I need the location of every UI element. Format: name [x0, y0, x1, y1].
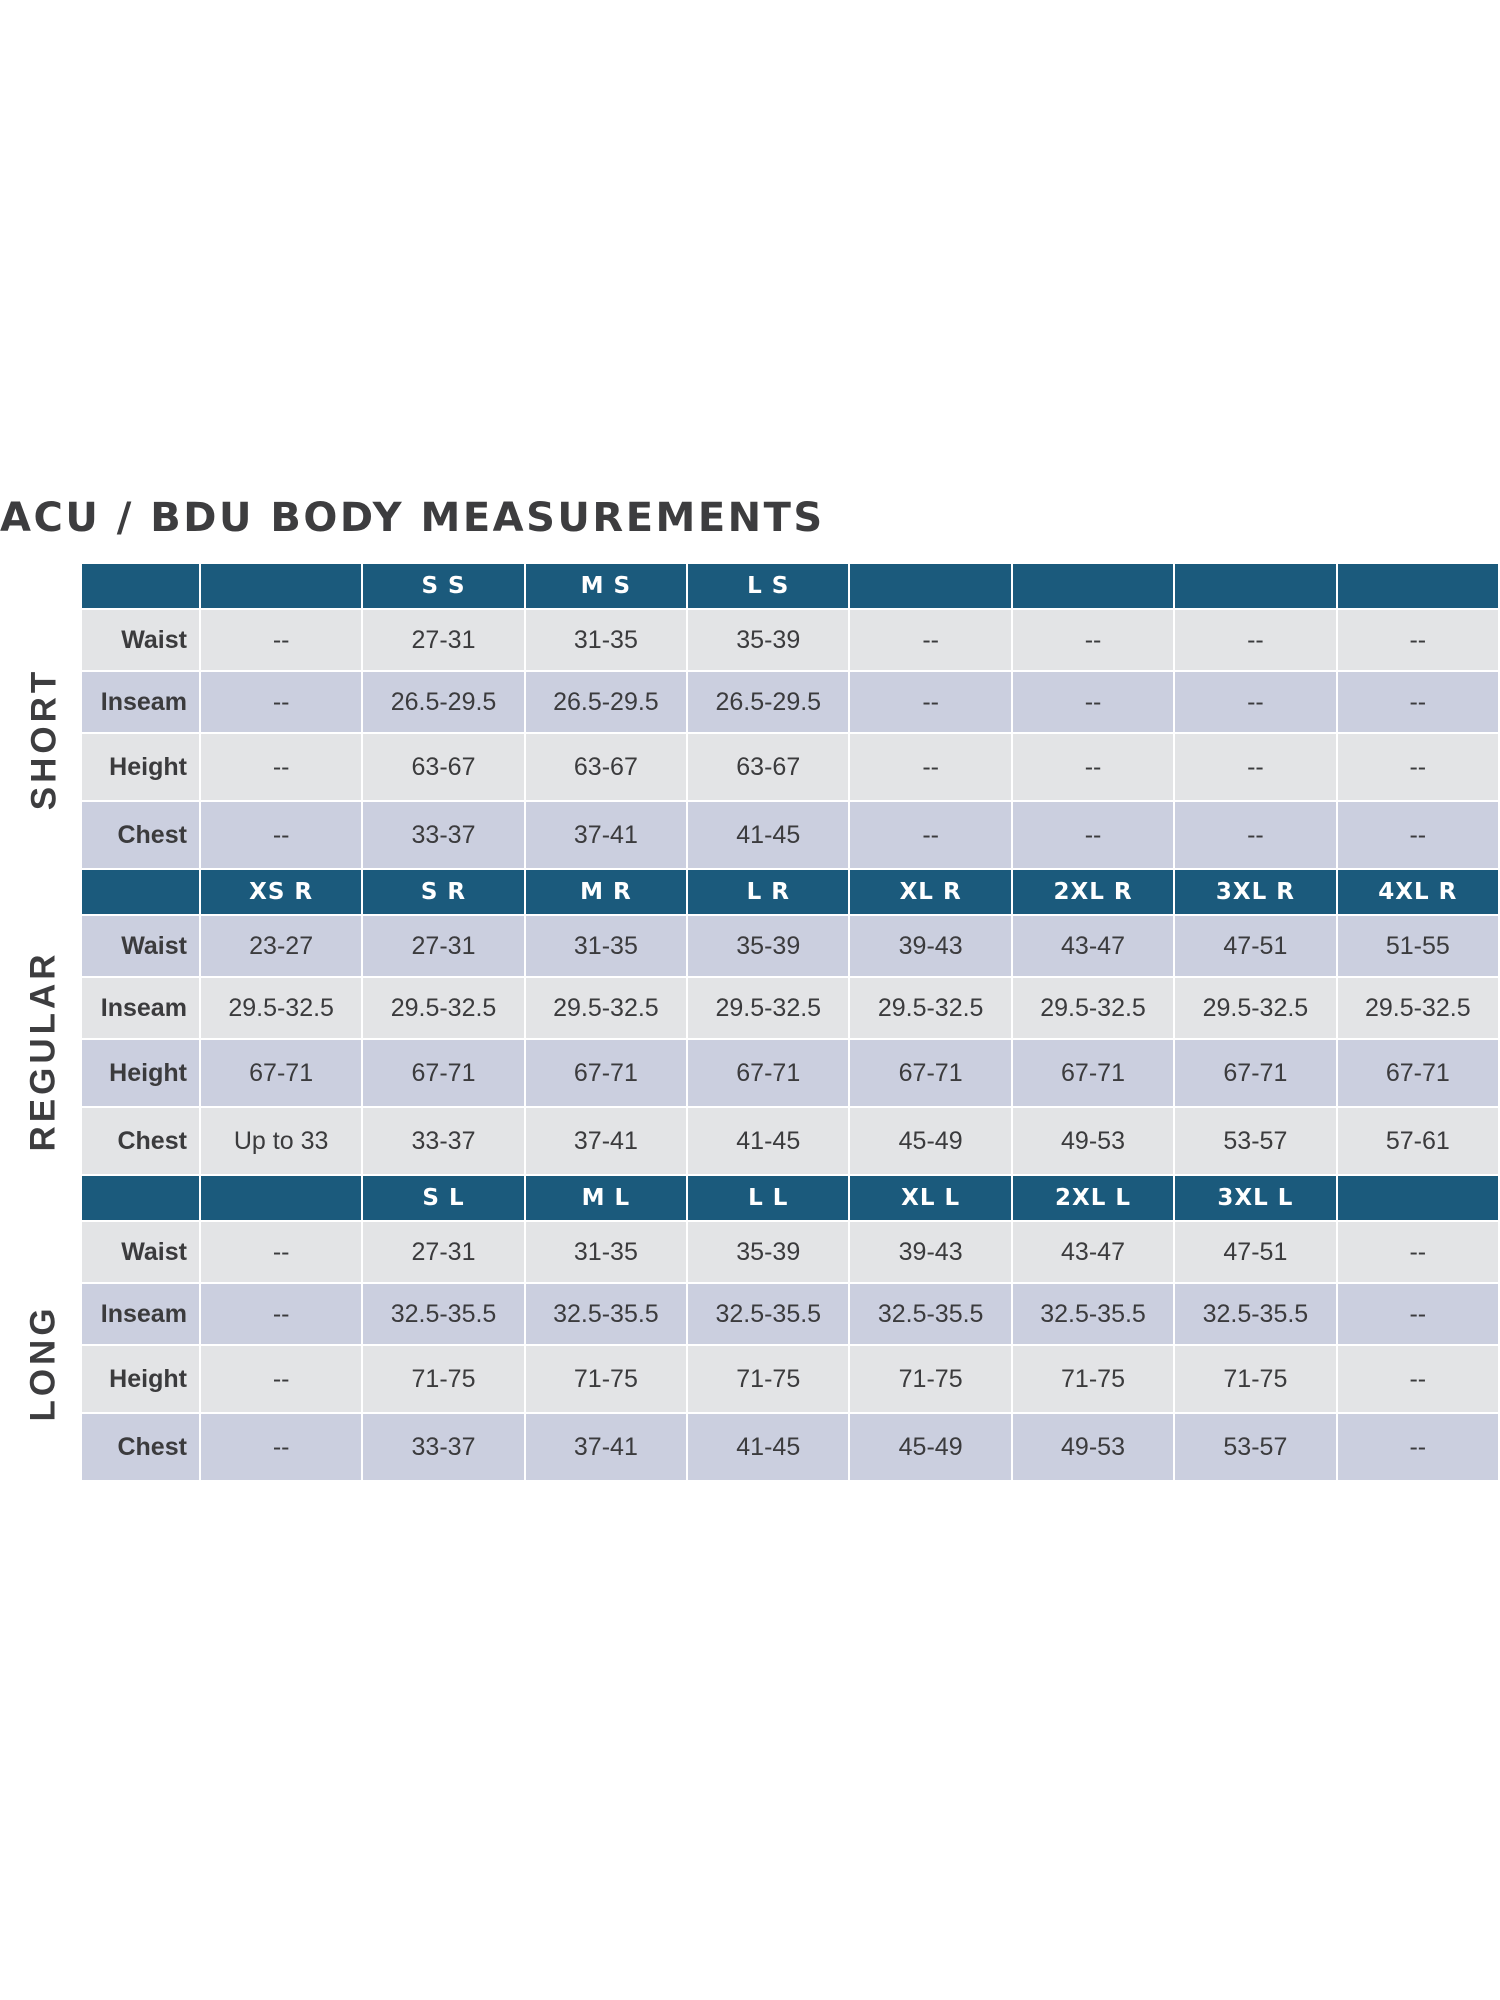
measurement-value: 39-43	[849, 915, 1011, 977]
measurement-label: Inseam	[81, 671, 200, 733]
measurement-value: 63-67	[525, 733, 687, 801]
measurement-row	[81, 1283, 1499, 1345]
measurement-value: Up to 33	[200, 1107, 362, 1175]
measurement-value: --	[200, 609, 362, 671]
measurement-label: Waist	[81, 1221, 200, 1283]
measurement-value: --	[200, 1413, 362, 1481]
measurement-value: --	[1337, 1413, 1499, 1481]
measurement-value: --	[1337, 801, 1499, 869]
measurement-value: --	[200, 1283, 362, 1345]
size-header-cell: XL R	[849, 869, 1011, 915]
measurement-value: 67-71	[200, 1039, 362, 1107]
measurement-value: 49-53	[1012, 1413, 1174, 1481]
measurement-row	[81, 1039, 1499, 1107]
measurement-value: 37-41	[525, 1107, 687, 1175]
measurement-value: 47-51	[1174, 915, 1336, 977]
measurement-value: --	[849, 609, 1011, 671]
measurement-value: 41-45	[687, 801, 849, 869]
measurement-row	[81, 671, 1499, 733]
measurement-value: --	[1012, 801, 1174, 869]
size-header-cell: M R	[525, 869, 687, 915]
measurement-row	[81, 801, 1499, 869]
measurement-value: --	[1012, 671, 1174, 733]
measurement-value: 71-75	[1012, 1345, 1174, 1413]
measurement-value: 57-61	[1337, 1107, 1499, 1175]
size-header-cell: L L	[687, 1175, 849, 1221]
measurement-label: Height	[81, 1039, 200, 1107]
measurement-value: 27-31	[362, 915, 524, 977]
size-header-cell: XL L	[849, 1175, 1011, 1221]
measurement-value: --	[1337, 1283, 1499, 1345]
measurement-value: --	[849, 733, 1011, 801]
measurement-value: 53-57	[1174, 1107, 1336, 1175]
measurement-row	[81, 977, 1499, 1039]
measurement-value: 67-71	[525, 1039, 687, 1107]
size-header-cell	[200, 1175, 362, 1221]
measurement-value: 26.5-29.5	[362, 671, 524, 733]
measurement-value: 67-71	[1012, 1039, 1174, 1107]
measurement-value: --	[849, 801, 1011, 869]
measurement-value: --	[200, 1345, 362, 1413]
measurement-value: 67-71	[362, 1039, 524, 1107]
measurement-label: Inseam	[81, 1283, 200, 1345]
size-header-cell: L S	[687, 563, 849, 609]
measurement-value: 51-55	[1337, 915, 1499, 977]
size-chart-table	[80, 562, 1500, 1482]
measurement-value: --	[849, 671, 1011, 733]
measurement-value: 32.5-35.5	[849, 1283, 1011, 1345]
measurement-row	[81, 1345, 1499, 1413]
size-header-cell: 2XL L	[1012, 1175, 1174, 1221]
measurement-value: 45-49	[849, 1107, 1011, 1175]
size-header-cell: 3XL L	[1174, 1175, 1336, 1221]
measurement-value: 27-31	[362, 1221, 524, 1283]
measurement-value: 29.5-32.5	[1012, 977, 1174, 1039]
measurement-value: 29.5-32.5	[1337, 977, 1499, 1039]
measurement-value: 32.5-35.5	[1174, 1283, 1336, 1345]
measurement-value: 29.5-32.5	[362, 977, 524, 1039]
measurement-value: 29.5-32.5	[200, 977, 362, 1039]
measurement-value: --	[1012, 609, 1174, 671]
measurement-value: --	[1337, 733, 1499, 801]
measurement-value: --	[1012, 733, 1174, 801]
size-header-cell: M L	[525, 1175, 687, 1221]
measurement-value: 37-41	[525, 1413, 687, 1481]
size-header-cell	[1174, 563, 1336, 609]
measurement-value: 53-57	[1174, 1413, 1336, 1481]
measurement-value: 33-37	[362, 1413, 524, 1481]
measurement-value: --	[200, 733, 362, 801]
measurement-value: 31-35	[525, 1221, 687, 1283]
measurement-value: 67-71	[1337, 1039, 1499, 1107]
measurement-value: 71-75	[362, 1345, 524, 1413]
measurement-value: --	[1174, 733, 1336, 801]
measurement-value: 41-45	[687, 1107, 849, 1175]
size-header-row	[81, 1175, 1499, 1221]
measurement-value: 23-27	[200, 915, 362, 977]
measurement-value: 43-47	[1012, 1221, 1174, 1283]
measurement-value: 31-35	[525, 609, 687, 671]
size-header-cell	[200, 563, 362, 609]
measurement-value: 29.5-32.5	[687, 977, 849, 1039]
measurement-value: --	[200, 801, 362, 869]
measurement-value: 49-53	[1012, 1107, 1174, 1175]
size-header-row	[81, 869, 1499, 915]
measurement-value: 41-45	[687, 1413, 849, 1481]
measurement-label: Waist	[81, 609, 200, 671]
measurement-value: --	[1337, 1221, 1499, 1283]
measurement-value: 32.5-35.5	[362, 1283, 524, 1345]
page-title: ACU / BDU BODY MEASUREMENTS	[0, 495, 825, 541]
size-header-cell: 3XL R	[1174, 869, 1336, 915]
measurement-value: 71-75	[849, 1345, 1011, 1413]
measurement-value: 35-39	[687, 915, 849, 977]
measurement-value: 71-75	[1174, 1345, 1336, 1413]
measurement-label: Waist	[81, 915, 200, 977]
size-header-row	[81, 563, 1499, 609]
size-header-cell	[849, 563, 1011, 609]
header-corner-cell	[81, 1175, 200, 1221]
section-label-regular: REGULAR	[24, 950, 63, 1152]
measurement-value: 27-31	[362, 609, 524, 671]
measurement-value: 26.5-29.5	[525, 671, 687, 733]
measurement-value: 67-71	[849, 1039, 1011, 1107]
measurement-value: 39-43	[849, 1221, 1011, 1283]
measurement-row	[81, 915, 1499, 977]
size-header-cell: 4XL R	[1337, 869, 1499, 915]
measurement-value: 29.5-32.5	[1174, 977, 1336, 1039]
measurement-value: 32.5-35.5	[687, 1283, 849, 1345]
header-corner-cell	[81, 869, 200, 915]
size-header-cell: L R	[687, 869, 849, 915]
measurement-value: --	[1174, 609, 1336, 671]
measurement-value: --	[1337, 609, 1499, 671]
measurement-label: Height	[81, 733, 200, 801]
measurement-value: 35-39	[687, 1221, 849, 1283]
measurement-value: 29.5-32.5	[525, 977, 687, 1039]
size-header-cell	[1337, 1175, 1499, 1221]
measurement-row	[81, 1221, 1499, 1283]
measurement-value: 63-67	[687, 733, 849, 801]
measurement-value: 63-67	[362, 733, 524, 801]
measurement-label: Chest	[81, 1107, 200, 1175]
size-header-cell: 2XL R	[1012, 869, 1174, 915]
measurement-label: Height	[81, 1345, 200, 1413]
measurement-row	[81, 1107, 1499, 1175]
size-header-cell: S S	[362, 563, 524, 609]
measurement-value: 47-51	[1174, 1221, 1336, 1283]
size-header-cell: S L	[362, 1175, 524, 1221]
header-corner-cell	[81, 563, 200, 609]
size-header-cell: XS R	[200, 869, 362, 915]
measurement-value: 67-71	[687, 1039, 849, 1107]
measurement-value: 26.5-29.5	[687, 671, 849, 733]
measurement-value: --	[1174, 671, 1336, 733]
measurement-value: 32.5-35.5	[525, 1283, 687, 1345]
measurement-value: 29.5-32.5	[849, 977, 1011, 1039]
measurement-label: Inseam	[81, 977, 200, 1039]
measurement-value: 71-75	[525, 1345, 687, 1413]
measurement-row	[81, 733, 1499, 801]
measurement-value: 33-37	[362, 1107, 524, 1175]
measurement-value: 33-37	[362, 801, 524, 869]
size-header-cell: S R	[362, 869, 524, 915]
section-label-long: LONG	[24, 1304, 64, 1422]
measurement-row	[81, 609, 1499, 671]
measurement-value: 43-47	[1012, 915, 1174, 977]
measurement-value: 71-75	[687, 1345, 849, 1413]
measurement-row	[81, 1413, 1499, 1481]
section-label-short: SHORT	[24, 667, 63, 811]
measurement-value: --	[1337, 671, 1499, 733]
measurement-value: 31-35	[525, 915, 687, 977]
measurement-value: 67-71	[1174, 1039, 1336, 1107]
measurement-value: --	[200, 671, 362, 733]
measurement-value: 35-39	[687, 609, 849, 671]
size-header-cell	[1012, 563, 1174, 609]
measurement-value: 37-41	[525, 801, 687, 869]
measurement-label: Chest	[81, 801, 200, 869]
measurement-value: 45-49	[849, 1413, 1011, 1481]
size-header-cell	[1337, 563, 1499, 609]
measurement-value: --	[200, 1221, 362, 1283]
measurement-value: --	[1174, 801, 1336, 869]
measurement-value: --	[1337, 1345, 1499, 1413]
measurement-value: 32.5-35.5	[1012, 1283, 1174, 1345]
size-header-cell: M S	[525, 563, 687, 609]
measurement-label: Chest	[81, 1413, 200, 1481]
